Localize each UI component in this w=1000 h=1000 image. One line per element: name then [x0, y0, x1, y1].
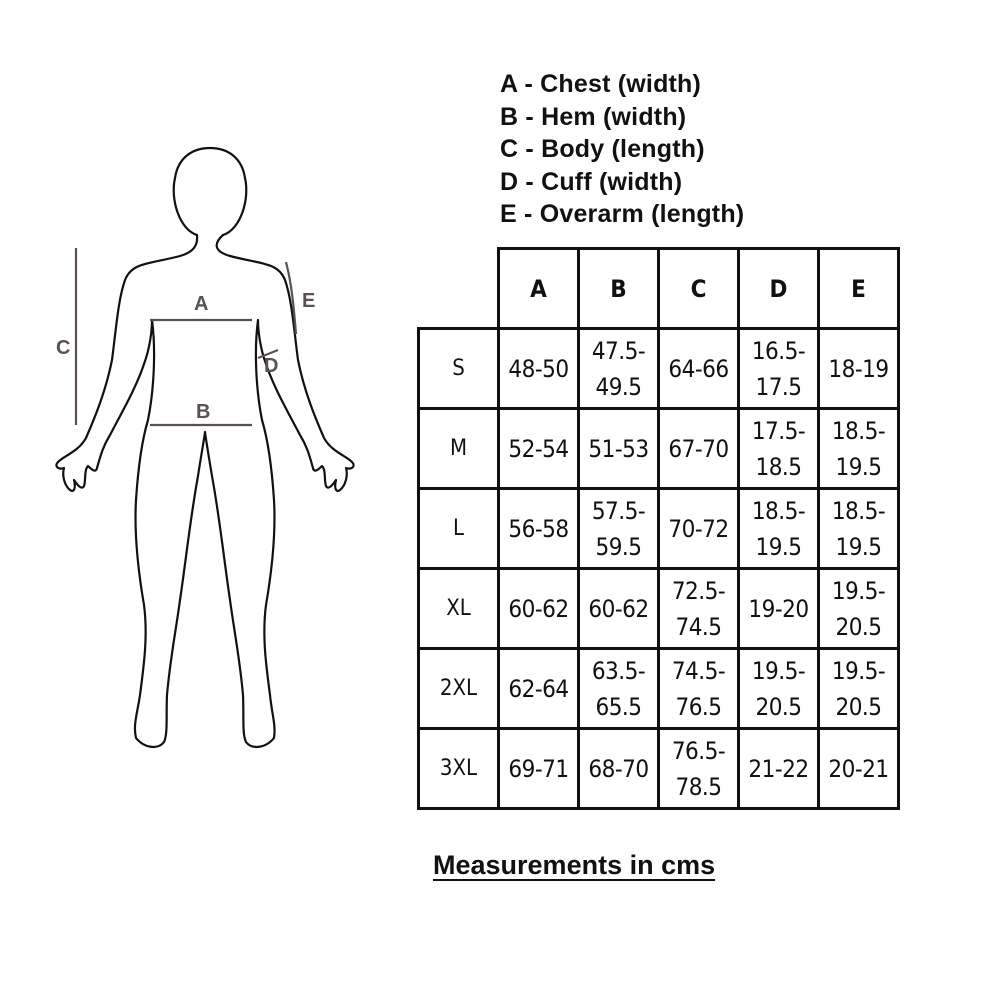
measurement-value: 68-70	[588, 754, 649, 783]
measurement-value: 19.5- 20.5	[751, 656, 806, 721]
measurement-value: 20-21	[828, 754, 889, 783]
measurement-cell	[657, 567, 740, 650]
measurement-cell	[817, 567, 900, 650]
size-label-s: S	[417, 327, 500, 410]
measurement-cell	[657, 647, 740, 730]
legend-cuff: D - Cuff (width)	[500, 167, 683, 196]
measurement-value: 18.5- 19.5	[751, 496, 806, 561]
measurement-cell	[737, 327, 820, 410]
measurement-value: 60-62	[508, 594, 569, 623]
measurement-value: 19.5- 20.5	[831, 576, 886, 641]
diagram-labels	[56, 290, 315, 423]
label-hem: B	[196, 401, 211, 423]
column-header-c: C	[657, 247, 740, 330]
measurement-value: 57.5- 59.5	[591, 496, 646, 561]
measurement-cell	[577, 567, 660, 650]
measurement-value: 18.5- 19.5	[831, 416, 886, 481]
size-label-2xl: 2XL	[417, 647, 500, 730]
measurement-legend	[500, 68, 744, 231]
measurement-cell	[577, 647, 660, 730]
measurement-cell	[497, 327, 580, 410]
label-overarm: E	[302, 290, 316, 312]
measurement-cell	[497, 727, 580, 810]
measurement-cell	[577, 327, 660, 410]
column-header-b: B	[577, 247, 660, 330]
size-label-m: M	[417, 407, 500, 490]
measurement-value: 72.5- 74.5	[671, 576, 726, 641]
measurement-value: 48-50	[508, 354, 569, 383]
label-cuff: D	[264, 355, 279, 377]
measurement-cell	[817, 407, 900, 490]
measurement-value: 18-19	[828, 354, 889, 383]
size-chart-table	[417, 247, 897, 807]
measurement-value: 70-72	[668, 514, 729, 543]
legend-hem: B - Hem (width)	[500, 102, 687, 131]
measurement-cell	[817, 647, 900, 730]
measurement-cell	[577, 487, 660, 570]
measurement-cell	[817, 327, 900, 410]
body-measurement-diagram	[40, 140, 380, 770]
measurement-value: 56-58	[508, 514, 569, 543]
size-label-3xl: 3XL	[417, 727, 500, 810]
measurement-value: 69-71	[508, 754, 569, 783]
measurement-cell	[817, 727, 900, 810]
label-chest: A	[194, 293, 209, 315]
measurement-value: 17.5- 18.5	[751, 416, 806, 481]
body-outline-figure	[40, 140, 380, 770]
measurement-value: 47.5- 49.5	[591, 336, 646, 401]
measurement-value: 62-64	[508, 674, 569, 703]
overarm-guide-line	[286, 262, 296, 334]
measurement-value: 18.5- 19.5	[831, 496, 886, 561]
measurement-value: 76.5- 78.5	[671, 736, 726, 801]
label-body-length: C	[56, 337, 71, 359]
size-label-xl: XL	[417, 567, 500, 650]
measurement-value: 67-70	[668, 434, 729, 463]
measurement-cell	[737, 727, 820, 810]
figure-head	[174, 148, 247, 235]
legend-overarm: E - Overarm (length)	[500, 200, 745, 228]
column-header-d: D	[737, 247, 820, 330]
column-header-e: E	[817, 247, 900, 330]
measurement-cell	[657, 727, 740, 810]
measurement-cell	[657, 487, 740, 570]
legend-chest: A - Chest (width)	[500, 70, 702, 98]
measurement-value: 60-62	[588, 594, 649, 623]
measurement-value: 21-22	[748, 754, 809, 783]
measurement-cell	[657, 327, 740, 410]
measurement-cell	[497, 567, 580, 650]
measurement-cell	[657, 407, 740, 490]
measurement-cell	[497, 647, 580, 730]
measurement-cell	[737, 487, 820, 570]
units-footnote: Measurements in cms	[433, 850, 716, 880]
measurement-cell	[817, 487, 900, 570]
measurement-cell	[737, 647, 820, 730]
column-header-a: A	[497, 247, 580, 330]
measurement-value: 51-53	[588, 434, 649, 463]
measurement-cell	[497, 407, 580, 490]
measurement-cell	[577, 407, 660, 490]
measurement-value: 52-54	[508, 434, 569, 463]
measurement-value: 63.5- 65.5	[591, 656, 646, 721]
measurement-cell	[497, 487, 580, 570]
measurement-guides	[76, 248, 296, 425]
measurement-value: 64-66	[668, 354, 729, 383]
measurement-value: 16.5- 17.5	[751, 336, 806, 401]
measurement-cell	[737, 407, 820, 490]
measurement-value: 74.5- 76.5	[671, 656, 726, 721]
measurement-value: 19-20	[748, 594, 809, 623]
legend-body: C - Body (length)	[500, 135, 705, 163]
measurement-value: 19.5- 20.5	[831, 656, 886, 721]
size-label-l: L	[417, 487, 500, 570]
measurement-cell	[577, 727, 660, 810]
measurement-cell	[737, 567, 820, 650]
